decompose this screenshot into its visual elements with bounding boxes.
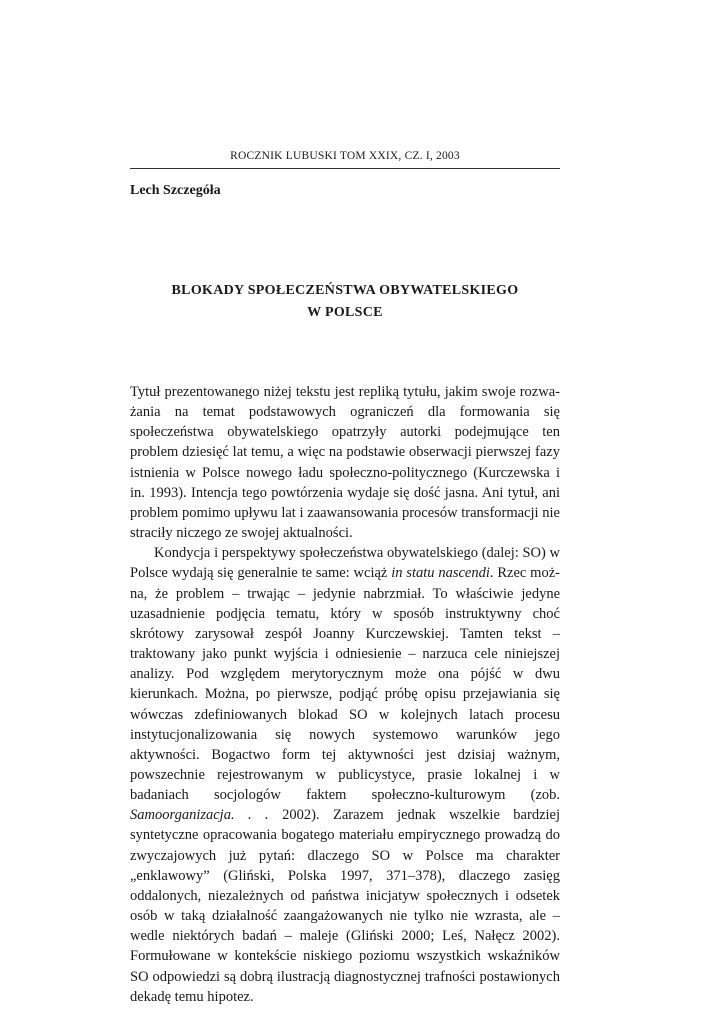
paragraph-2-text-1: Kondycja i perspektywy społeczeństwa obywatelskiego (dalej: SO) w Polsce wydają się generalnie te same: wciąż (130, 545, 560, 582)
paragraph-2-text-2: . Rzec można, że problem – trwając – jedynie nabrzmiał. To właściwie jedyne uzasadnienie podjęcia tematu, który w sposób instruktywny choć skrótowy zarysował zespół Joanny Kurczewskiej. Tamten tekst – traktowany jako punkt wyjścia i odniesienie – narzuca cele niniejszej analizy. Pod względem merytorycznym może ona pójść w dwu kierunkach. Można, po pierwsze, podjąć próbę opisu przejawiania się wówczas zdefiniowanych blokad SO w kolejnych latach procesu instytucjonalizowania się nowych systemowo warunków jego aktywności. Bogactwo form tej aktywności jest dzisiaj ważnym, powszechnie rejestrowanym w publicystyce, prasie lokalnej i w badaniach socjologów faktem społeczno-kulturowym (zob. (130, 565, 560, 804)
article-body (130, 382, 560, 1007)
author-name: Lech Szczegóła (130, 183, 221, 198)
paragraph-2-italic-2: Samoorganizacja. . . (130, 807, 269, 824)
running-header: ROCZNIK LUBUSKI TOM XXIX, CZ. I, 2003 (230, 150, 460, 162)
paragraph-2-text-3: 2002). Zarazem jednak wszelkie bardziej syntetyczne opracowania bogatego materiału empirycznego prowadzą do zwyczajowych już pytań: dlaczego SO w Polsce ma charakter „enklawowy” (Gliński, Polska 1997, 371–378), dlaczego zasięg oddalonych, niezależnych od państwa inicjatyw społecznych i odsetek osób w taką działalność zaangażowanych nie tylko nie wzrasta, ale – wedle niektórych badań – maleje (Gliński 2000; Leś, Nałęcz 2002). Formułowane w kontekście niskiego poziomu wszystkich wskaźników SO odpowiedzi są dobrą ilustracją diagnostycznej trafności postawionych dekadę temu hipotez. (130, 807, 560, 1005)
header-rule (130, 168, 560, 169)
article-title (130, 280, 560, 324)
article-title-line-2: W POLSCE (307, 305, 383, 320)
paragraph-2 (130, 543, 560, 1007)
article-title-line-1: BLOKADY SPOŁECZEŃSTWA OBYWATELSKIEGO (171, 283, 519, 298)
paragraph-2-italic-1: in statu nascendi (391, 565, 490, 582)
paragraph-1: Tytuł prezentowanego niżej tekstu jest repliką tytułu, jakim swoje rozważania na temat podstawowych ograniczeń dla formowania się społeczeństwa obywatelskiego opatrzyły autorki podejmujące ten problem dziesięć lat temu, a więc na podstawie obserwacji pierwszej fazy istnienia w Polsce nowego ładu społeczno-politycznego (Kurczewska i in. 1993). Intencja tego powtórzenia wydaje się dość jasna. Ani tytuł, ani problem pomimo upływu lat i zaawansowania procesów transformacji nie straciły niczego ze swojej aktualności. (130, 384, 560, 542)
